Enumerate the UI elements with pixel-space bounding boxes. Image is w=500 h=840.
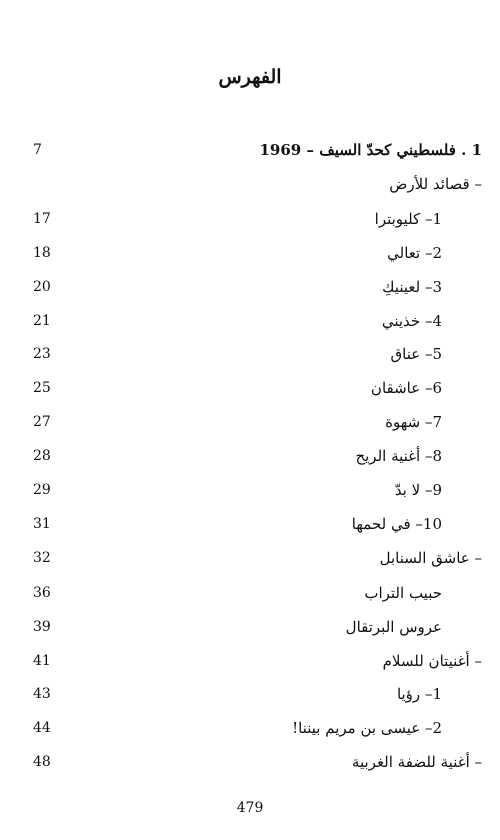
toc-entry-title: 4– خذيني xyxy=(381,312,442,330)
toc-page-number: 32 xyxy=(33,550,51,566)
toc-entry-title: 2– تعالي xyxy=(387,244,442,262)
toc-page-number: 41 xyxy=(33,653,51,669)
toc-entry-title: 1– رؤيا xyxy=(396,685,442,703)
toc-row xyxy=(0,749,500,775)
toc-page-number: 39 xyxy=(33,619,51,635)
toc-entry-title: عروس البرتقال xyxy=(345,618,442,636)
toc-page-number: 23 xyxy=(33,346,51,362)
toc-page-number: 28 xyxy=(33,448,51,464)
toc-entry-title: 8– أغنية الريح xyxy=(355,447,442,465)
toc-page-number: 18 xyxy=(33,245,51,261)
toc-entry-title: – أغنيتان للسلام xyxy=(382,652,482,670)
toc-page-number: 7 xyxy=(33,142,42,158)
toc-row xyxy=(0,341,500,367)
toc-row xyxy=(0,240,500,266)
toc-row xyxy=(0,614,500,640)
toc-row xyxy=(0,648,500,674)
toc-row xyxy=(0,545,500,571)
toc-row xyxy=(0,171,500,197)
page-number: 479 xyxy=(236,800,264,816)
toc-row xyxy=(0,206,500,232)
toc-row xyxy=(0,274,500,300)
toc-row xyxy=(0,443,500,469)
toc-row xyxy=(0,375,500,401)
toc-page-number: 48 xyxy=(33,754,51,770)
toc-entry-title: 5– عناق xyxy=(390,345,442,363)
toc-entry-title: 3– لعينيكِ xyxy=(382,278,442,296)
toc-page-number: 25 xyxy=(33,380,51,396)
toc-page-number: 20 xyxy=(33,279,51,295)
toc-row xyxy=(0,715,500,741)
toc-entry-title: 1– كليوبترا xyxy=(374,210,442,228)
toc-page-number: 31 xyxy=(33,516,51,532)
toc-page-number: 21 xyxy=(33,313,51,329)
toc-page-number: 27 xyxy=(33,414,51,430)
toc-row xyxy=(0,681,500,707)
toc-row xyxy=(0,409,500,435)
toc-row xyxy=(0,580,500,606)
toc-page-number: 43 xyxy=(33,686,51,702)
toc-entry-title: – أغنية للضفة الغربية xyxy=(351,753,482,771)
toc-page-number: 29 xyxy=(33,482,51,498)
toc-entry-title: حبيب التراب xyxy=(364,584,442,602)
toc-page-number: 17 xyxy=(33,211,51,227)
toc-entry-title: 7– شهوة xyxy=(385,413,442,431)
toc-entry-title: 9– لا بدّ xyxy=(394,481,442,499)
page-title: الفهرس xyxy=(218,66,282,88)
toc-page-number: 44 xyxy=(33,720,51,736)
toc-page-number: 36 xyxy=(33,585,51,601)
toc-entry-title: 1 . فلسطيني كحدّ السيف – 1969 xyxy=(259,141,482,159)
toc-entry-title: 10– في لحمها xyxy=(351,515,442,533)
toc-entry-title: 2– عيسى بن مريم بيننا! xyxy=(292,719,442,737)
toc-entry-title: – قصائد للأرض xyxy=(389,175,482,193)
toc-entry-title: 6– عاشقان xyxy=(370,379,442,397)
toc-row xyxy=(0,477,500,503)
toc-row xyxy=(0,308,500,334)
toc-row xyxy=(0,511,500,537)
toc-row xyxy=(0,137,500,163)
toc-entry-title: – عاشق السنابل xyxy=(379,549,482,567)
